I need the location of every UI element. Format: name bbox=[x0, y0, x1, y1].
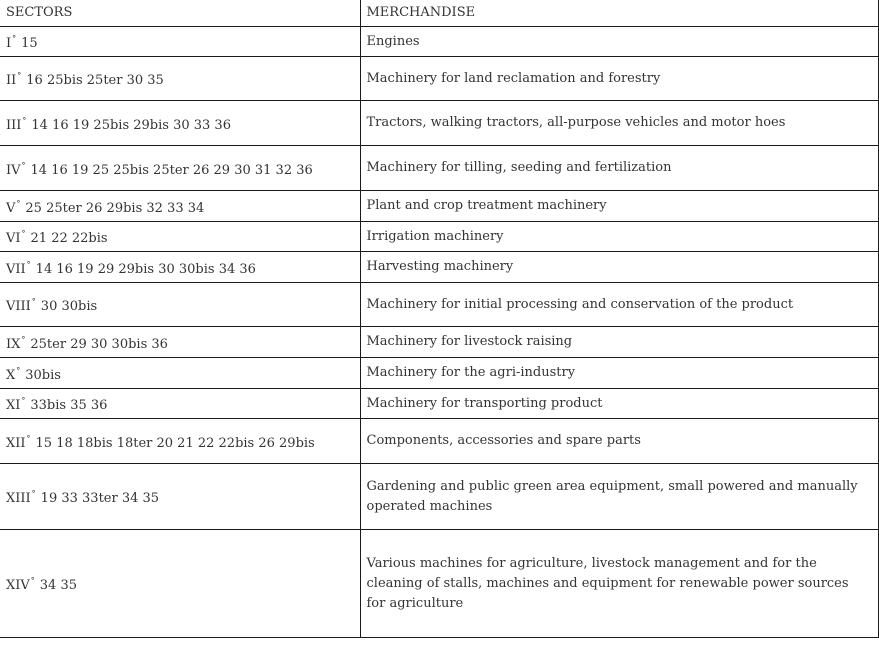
sector-cell bbox=[0, 101, 360, 146]
merchandise-column-header: MERCHANDISE bbox=[360, 0, 878, 27]
sector-codes: 30bis bbox=[25, 367, 61, 383]
sector-numeral: XII bbox=[6, 435, 26, 451]
ordinal-mark: ° bbox=[16, 198, 21, 208]
sector-codes: 33bis 35 36 bbox=[30, 398, 108, 413]
merchandise-cell: Machinery for transporting product bbox=[360, 389, 878, 419]
table-row bbox=[0, 464, 878, 530]
sector-cell bbox=[0, 389, 360, 419]
sector-codes: 14 16 19 25bis 29bis 30 33 36 bbox=[31, 117, 231, 133]
merchandise-cell: Machinery for land reclamation and forestry bbox=[360, 57, 878, 101]
merchandise-cell: Components, accessories and spare parts bbox=[360, 419, 878, 464]
table-row bbox=[0, 283, 878, 327]
merchandise-cell: Gardening and public green area equipment, small powered and manually operated machines bbox=[360, 464, 878, 530]
sector-codes: 25ter 29 30 30bis 36 bbox=[30, 336, 168, 352]
table-row bbox=[0, 222, 878, 252]
table-row bbox=[0, 530, 878, 638]
table-row bbox=[0, 252, 878, 283]
sector-codes: 34 35 bbox=[39, 578, 77, 593]
sector-cell bbox=[0, 27, 360, 57]
table-header-row bbox=[0, 0, 878, 27]
ordinal-mark: ° bbox=[21, 396, 26, 405]
sector-cell bbox=[0, 57, 360, 101]
merchandise-cell: Machinery for the agri-industry bbox=[360, 358, 878, 389]
sector-numeral: VII bbox=[6, 261, 26, 277]
sector-numeral: X bbox=[6, 367, 16, 383]
ordinal-mark: ° bbox=[21, 334, 26, 344]
sector-cell bbox=[0, 530, 360, 638]
ordinal-mark: ° bbox=[17, 71, 22, 80]
sector-cell bbox=[0, 191, 360, 222]
ordinal-mark: ° bbox=[22, 115, 27, 125]
sectors-column-header: SECTORS bbox=[0, 0, 360, 27]
sector-codes: 15 18 18bis 18ter 20 21 22 22bis 26 29bis bbox=[35, 435, 315, 451]
sector-numeral: V bbox=[6, 200, 16, 216]
ordinal-mark: ° bbox=[26, 433, 31, 443]
sector-cell bbox=[0, 283, 360, 327]
merchandise-cell: Plant and crop treatment machinery bbox=[360, 191, 878, 222]
table-body bbox=[0, 27, 878, 638]
sector-cell bbox=[0, 252, 360, 283]
table-row bbox=[0, 358, 878, 389]
ordinal-mark: ° bbox=[31, 489, 36, 498]
ordinal-mark: ° bbox=[26, 259, 31, 269]
sector-numeral: XI bbox=[6, 398, 21, 413]
merchandise-cell: Engines bbox=[360, 27, 878, 57]
sector-cell bbox=[0, 419, 360, 464]
sector-numeral: III bbox=[6, 117, 22, 133]
sector-numeral: IV bbox=[6, 162, 21, 178]
sector-codes: 25 25ter 26 29bis 32 33 34 bbox=[25, 200, 205, 216]
sector-codes: 19 33 33ter 34 35 bbox=[40, 491, 160, 506]
table-row bbox=[0, 419, 878, 464]
table-row bbox=[0, 101, 878, 146]
sector-codes: 14 16 19 25 25bis 25ter 26 29 30 31 32 36 bbox=[30, 162, 313, 178]
sector-numeral: VI bbox=[6, 231, 21, 246]
sector-cell bbox=[0, 464, 360, 530]
sector-numeral: IX bbox=[6, 336, 21, 352]
table-row bbox=[0, 389, 878, 419]
merchandise-cell: Tractors, walking tractors, all-purpose vehicles and motor hoes bbox=[360, 101, 878, 146]
ordinal-mark: ° bbox=[16, 365, 21, 375]
sector-cell bbox=[0, 222, 360, 252]
ordinal-mark: ° bbox=[12, 34, 17, 43]
table-row bbox=[0, 146, 878, 191]
merchandise-cell: Machinery for tilling, seeding and fertilization bbox=[360, 146, 878, 191]
ordinal-mark: ° bbox=[21, 229, 26, 238]
merchandise-cell: Machinery for initial processing and conservation of the product bbox=[360, 283, 878, 327]
sector-codes: 16 25bis 25ter 30 35 bbox=[26, 73, 164, 88]
merchandise-cell: Irrigation machinery bbox=[360, 222, 878, 252]
table-row bbox=[0, 27, 878, 57]
ordinal-mark: ° bbox=[21, 160, 26, 170]
sector-cell bbox=[0, 358, 360, 389]
merchandise-cell: Machinery for livestock raising bbox=[360, 327, 878, 358]
sector-codes: 15 bbox=[21, 36, 38, 51]
merchandise-cell: Various machines for agriculture, livestock management and for the cleaning of stalls, machines and equipment for renewable power sources for agriculture bbox=[360, 530, 878, 638]
sector-numeral: VIII bbox=[6, 299, 31, 314]
sector-codes: 21 22 22bis bbox=[30, 231, 108, 246]
ordinal-mark: ° bbox=[31, 297, 36, 306]
sector-codes: 30 30bis bbox=[40, 299, 98, 314]
sector-numeral: XIII bbox=[6, 491, 31, 506]
sector-cell bbox=[0, 327, 360, 358]
sector-numeral: II bbox=[6, 73, 17, 88]
sector-codes: 14 16 19 29 29bis 30 30bis 34 36 bbox=[35, 261, 256, 277]
merchandise-cell: Harvesting machinery bbox=[360, 252, 878, 283]
table-row bbox=[0, 191, 878, 222]
table-row bbox=[0, 57, 878, 101]
sector-numeral: XIV bbox=[6, 578, 30, 593]
ordinal-mark: ° bbox=[30, 576, 35, 585]
sector-numeral: I bbox=[6, 36, 12, 51]
table-row bbox=[0, 327, 878, 358]
sector-cell bbox=[0, 146, 360, 191]
